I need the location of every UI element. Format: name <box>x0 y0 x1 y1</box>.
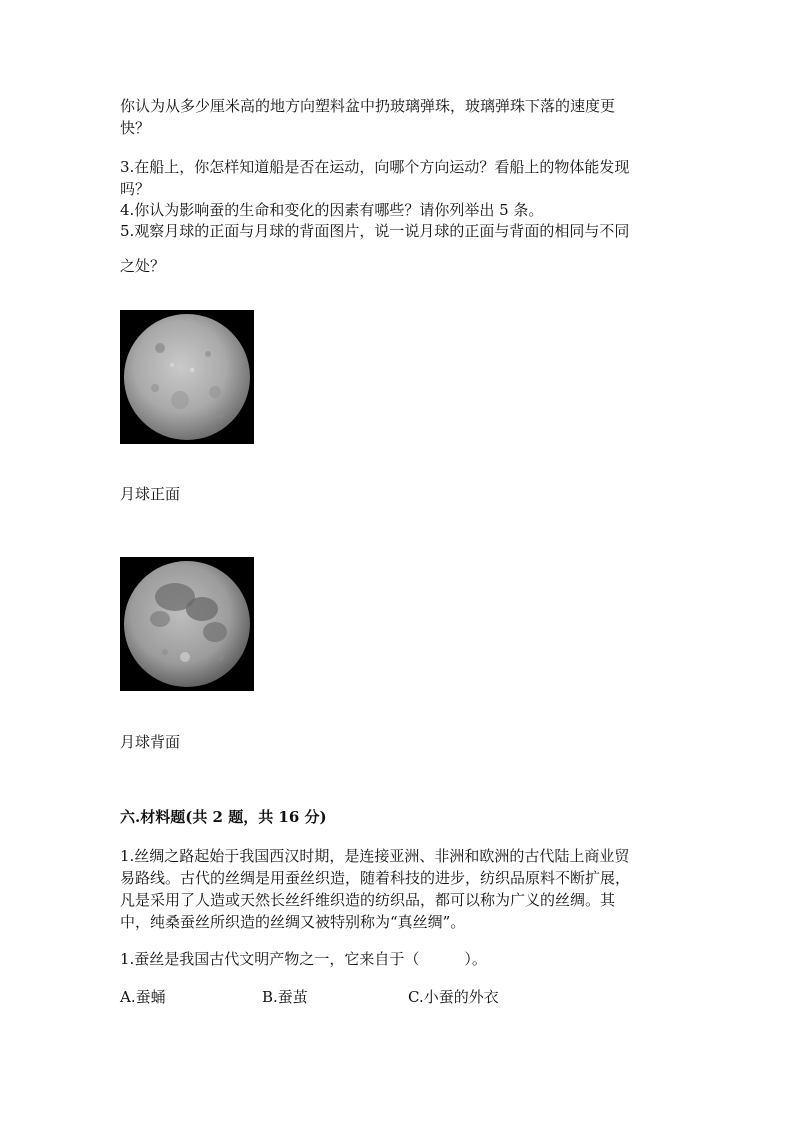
option-c[interactable]: C.小蚕的外衣 <box>408 988 499 1006</box>
material-line-1: 1.丝绸之路起始于我国西汉时期，是连接亚洲、非洲和欧洲的古代陆上商业贸 <box>120 847 630 865</box>
material-line-4: 中，纯桑蚕丝所织造的丝绸又被特别称为“真丝绸”。 <box>120 913 466 931</box>
sub-question-1: 1.蚕丝是我国古代文明产物之一，它来自于（ ）。 <box>120 950 487 968</box>
question-5-line-2: 之处？ <box>120 257 166 275</box>
moon-back-caption: 月球背面 <box>120 733 181 751</box>
question-5-line-1: 5.观察月球的正面与月球的背面图片，说一说月球的正面与背面的相同与不同 <box>120 222 630 240</box>
moon-front-caption: 月球正面 <box>120 485 181 503</box>
material-line-3: 凡是采用了人造或天然长丝纤维织造的纺织品，都可以称为广义的丝绸。其 <box>120 891 616 909</box>
question-4: 4.你认为影响蚕的生命和变化的因素有哪些？请你列举出 5 条。 <box>120 201 544 219</box>
question-3-line-1: 3.在船上，你怎样知道船是否在运动，向哪个方向运动？看船上的物体能发现 <box>120 158 630 176</box>
question-height-line-2: 快？ <box>120 119 151 137</box>
question-3-line-2: 吗？ <box>120 180 151 198</box>
option-a[interactable]: A.蚕蛹 <box>120 988 166 1006</box>
moon-front-image <box>120 310 254 444</box>
material-line-2: 易路线。古代的丝绸是用蚕丝织造，随着科技的进步，纺织品原料不断扩展， <box>120 869 631 887</box>
section-6-heading: 六.材料题(共 2 题，共 16 分) <box>120 808 327 826</box>
question-height-line-1: 你认为从多少厘米高的地方向塑料盆中扔玻璃弹珠，玻璃弹珠下落的速度更 <box>120 97 616 115</box>
option-b[interactable]: B.蚕茧 <box>262 988 308 1006</box>
moon-back-image <box>120 557 254 691</box>
